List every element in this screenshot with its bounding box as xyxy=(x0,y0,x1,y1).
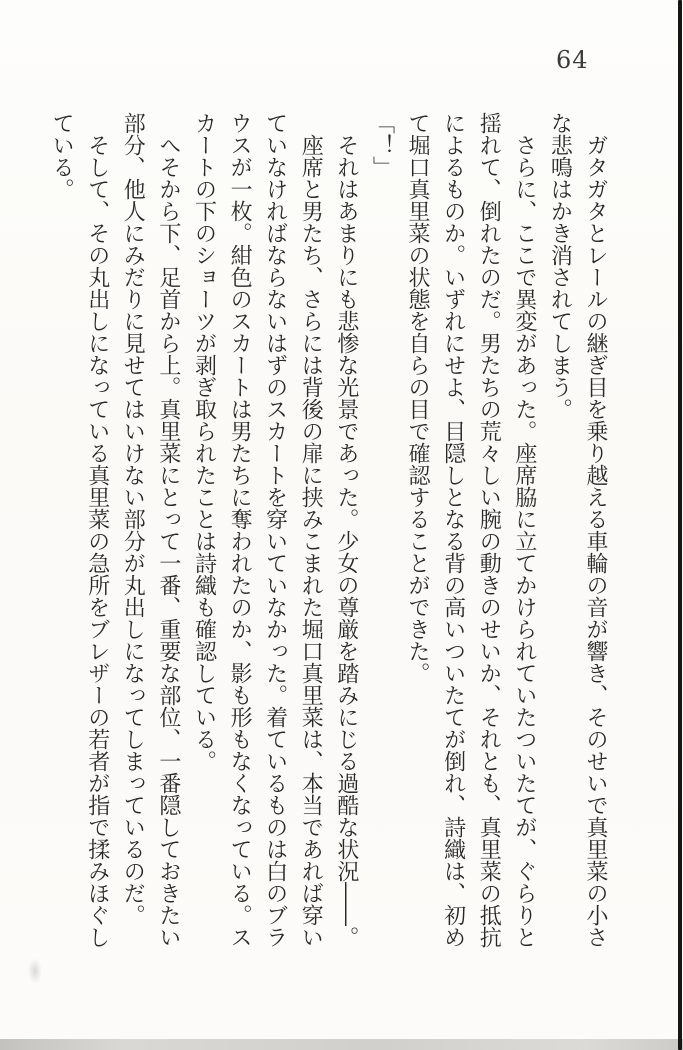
page-edge-line xyxy=(678,0,682,1050)
scan-smudge xyxy=(28,958,42,984)
text-column: 座席と男たち、さらには背後の扉に挟みこまれた堀口真里菜は、本当であれば穿い xyxy=(298,112,324,948)
text-column: それはあまりにも悲惨な光景であった。少女の尊厳を踏みにじる過酷な状況――。 xyxy=(333,112,359,948)
text-column: へそから下、足首から上。真里菜にとって一番、重要な部位、一番隠しておきたい xyxy=(155,112,181,948)
text-column: て堀口真里菜の状態を自らの目で確認することができた。 xyxy=(405,112,431,684)
scan-edge-shadow xyxy=(0,1039,683,1050)
page-number: 64 xyxy=(556,46,589,74)
text-column: ていなければならないはずのスカートを穿いていなかった。着ているものは白のブラ xyxy=(262,112,288,948)
text-column: さらに、ここで異変があった。座席脇に立てかけられていたついたてが、ぐらりと xyxy=(511,112,537,948)
vertical-text-block xyxy=(44,112,614,950)
text-column: カートの下のショーツが剥ぎ取られたことは詩織も確認している。 xyxy=(191,112,217,772)
text-column: ウスが一枚。紺色のスカートは男たちに奪われたのか、影も形もなくなっている。ス xyxy=(227,112,253,948)
text-column: な悲鳴はかき消されてしまう。 xyxy=(547,112,573,420)
text-column: 部分、他人にみだりに見せてはいけない部分が丸出しになってしまっているのだ。 xyxy=(120,112,146,926)
text-column: ている。 xyxy=(49,112,75,200)
text-column: 揺れて、倒れたのだ。男たちの荒々しい腕の動きのせいか、それとも、真里菜の抵抗 xyxy=(476,112,502,948)
text-column: そして、その丸出しになっている真里菜の急所をブレザーの若者が指で揉みほぐし xyxy=(84,112,110,948)
text-column: 「！」 xyxy=(369,112,395,178)
text-column: によるものか。いずれにせよ、目隠しとなる背の高いついたてが倒れ、詩織は、初め xyxy=(440,112,466,948)
text-column: ガタガタとレールの継ぎ目を乗り越える車輪の音が響き、そのせいで真里菜の小さ xyxy=(583,112,608,948)
